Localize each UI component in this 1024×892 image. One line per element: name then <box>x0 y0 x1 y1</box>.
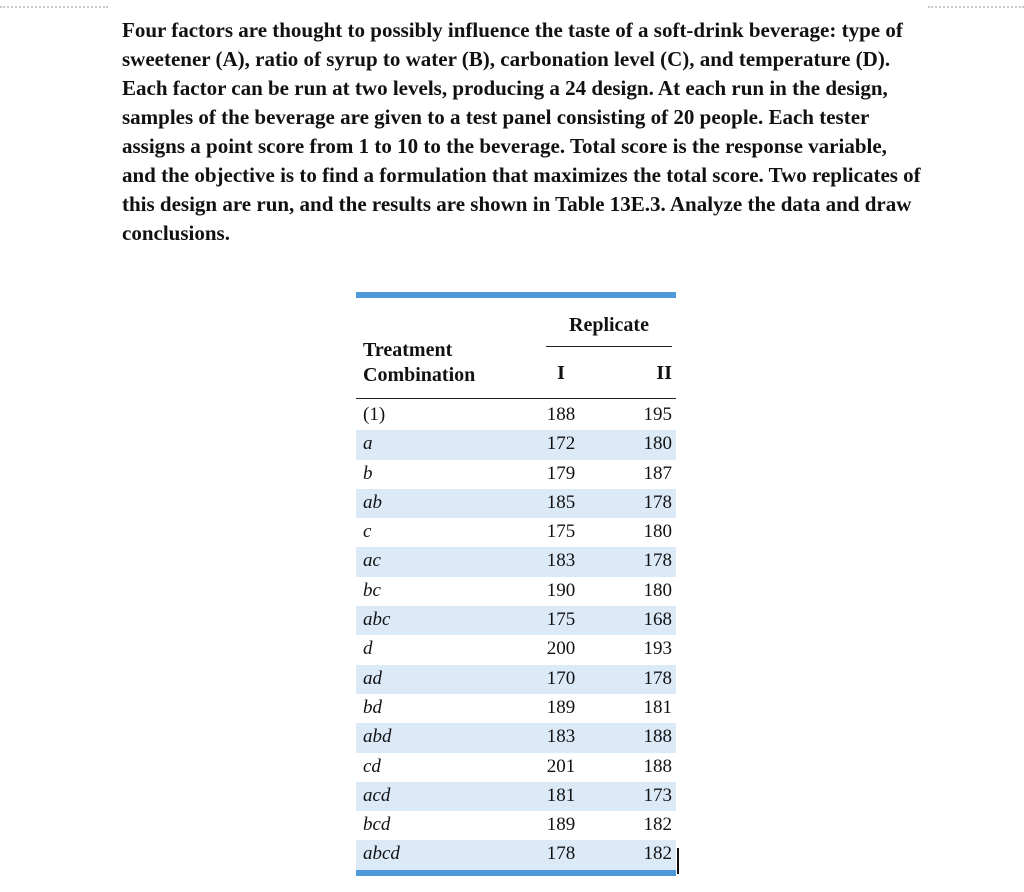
replicate-ii-cell: 182 <box>643 814 672 836</box>
replicate-ii-cell: 178 <box>643 491 672 513</box>
replicate-i-cell: 200 <box>546 638 576 660</box>
table-row <box>356 430 676 459</box>
table-row <box>356 606 676 635</box>
replicate-i-cell: 183 <box>546 550 576 572</box>
table-row <box>356 547 676 576</box>
replicate-ii-cell: 180 <box>643 521 672 543</box>
replicate-ii-cell: 188 <box>643 726 672 748</box>
replicate-i-cell: 185 <box>546 491 576 513</box>
treatment-cell: bc <box>363 579 381 601</box>
replicate-ii-cell: 173 <box>643 784 672 806</box>
replicate-ii-cell: 195 <box>643 404 672 425</box>
replicate-ii-cell: 178 <box>643 550 672 572</box>
replicate-ii-cell: 188 <box>643 755 672 777</box>
replicate-ii-cell: 180 <box>643 579 672 601</box>
table-row <box>356 489 676 518</box>
replicate-i-cell: 188 <box>546 404 576 425</box>
replicate-i-cell: 175 <box>546 609 576 631</box>
table-row <box>356 753 676 782</box>
treatment-cell: c <box>363 521 372 543</box>
table-row <box>356 399 676 430</box>
table-header <box>356 298 676 399</box>
table-row <box>356 577 676 606</box>
dotted-divider-right <box>928 6 1024 8</box>
table-row <box>356 840 676 869</box>
treatment-cell: ab <box>363 491 382 513</box>
text-cursor <box>677 848 679 874</box>
treatment-cell: abc <box>363 609 391 631</box>
replicate-i-cell: 179 <box>546 462 576 484</box>
treatment-header-line1: Treatment <box>363 339 453 361</box>
table-body <box>356 399 676 870</box>
treatment-cell: (1) <box>363 404 386 425</box>
replicate-ii-cell: 178 <box>643 667 672 689</box>
treatment-cell: cd <box>363 755 381 777</box>
replicate-ii-cell: 168 <box>643 609 672 631</box>
treatment-cell: d <box>363 638 373 660</box>
treatment-cell: a <box>363 433 373 455</box>
column-header-ii: II <box>656 362 672 384</box>
table-row <box>356 635 676 664</box>
treatment-cell: abcd <box>363 843 400 865</box>
replicate-i-cell: 181 <box>546 784 576 806</box>
table-row <box>356 665 676 694</box>
replicate-i-cell: 201 <box>546 755 576 777</box>
table-row <box>356 460 676 489</box>
column-header-i: I <box>557 362 565 384</box>
dotted-divider-left <box>0 6 108 8</box>
treatment-cell: ad <box>363 667 382 689</box>
replicate-i-cell: 189 <box>546 696 576 718</box>
table-bottom-rule <box>356 870 676 876</box>
treatment-header-line2: Combination <box>363 364 476 386</box>
treatment-cell: abd <box>363 726 392 748</box>
replicate-ii-cell: 193 <box>643 638 672 660</box>
table-row <box>356 694 676 723</box>
replicate-i-cell: 183 <box>546 726 576 748</box>
data-table <box>356 292 676 876</box>
treatment-cell: bd <box>363 696 382 718</box>
treatment-cell: ac <box>363 550 381 572</box>
table-row <box>356 723 676 752</box>
table-row <box>356 518 676 547</box>
replicate-i-cell: 170 <box>546 667 576 689</box>
replicate-ii-cell: 182 <box>643 843 672 865</box>
replicate-i-cell: 189 <box>546 814 576 836</box>
replicate-i-cell: 178 <box>546 843 576 865</box>
table-row <box>356 782 676 811</box>
replicate-ii-cell: 187 <box>643 462 672 484</box>
replicate-i-cell: 172 <box>546 433 576 455</box>
replicate-ii-cell: 181 <box>643 696 672 718</box>
replicate-i-cell: 190 <box>546 579 576 601</box>
replicate-header-rule <box>546 346 672 347</box>
replicate-ii-cell: 180 <box>643 433 672 455</box>
problem-statement: Four factors are thought to possibly influence the taste of a soft-drink beverage: type of sweetener (A), ratio of syrup to water (B), carbonation level (C), and temperature (D). Each factor can be run at two levels, producing a 24 design. At each run in the design, samples of the beverage are given to a test panel consisting of 20 people. Each tester assigns a point score from 1 to 10 to the beverage. Total score is the response variable, and the objective is to find a formulation that maximizes the total score. Two replicates of this design are run, and the results are shown in Table 13E.3. Analyze the data and draw conclusions. <box>122 18 921 245</box>
treatment-cell: bcd <box>363 814 391 836</box>
treatment-cell: b <box>363 462 373 484</box>
replicate-i-cell: 175 <box>546 521 576 543</box>
table-row <box>356 811 676 840</box>
treatment-combination-header <box>363 338 475 388</box>
treatment-cell: acd <box>363 784 391 806</box>
replicate-header: Replicate <box>569 314 649 336</box>
